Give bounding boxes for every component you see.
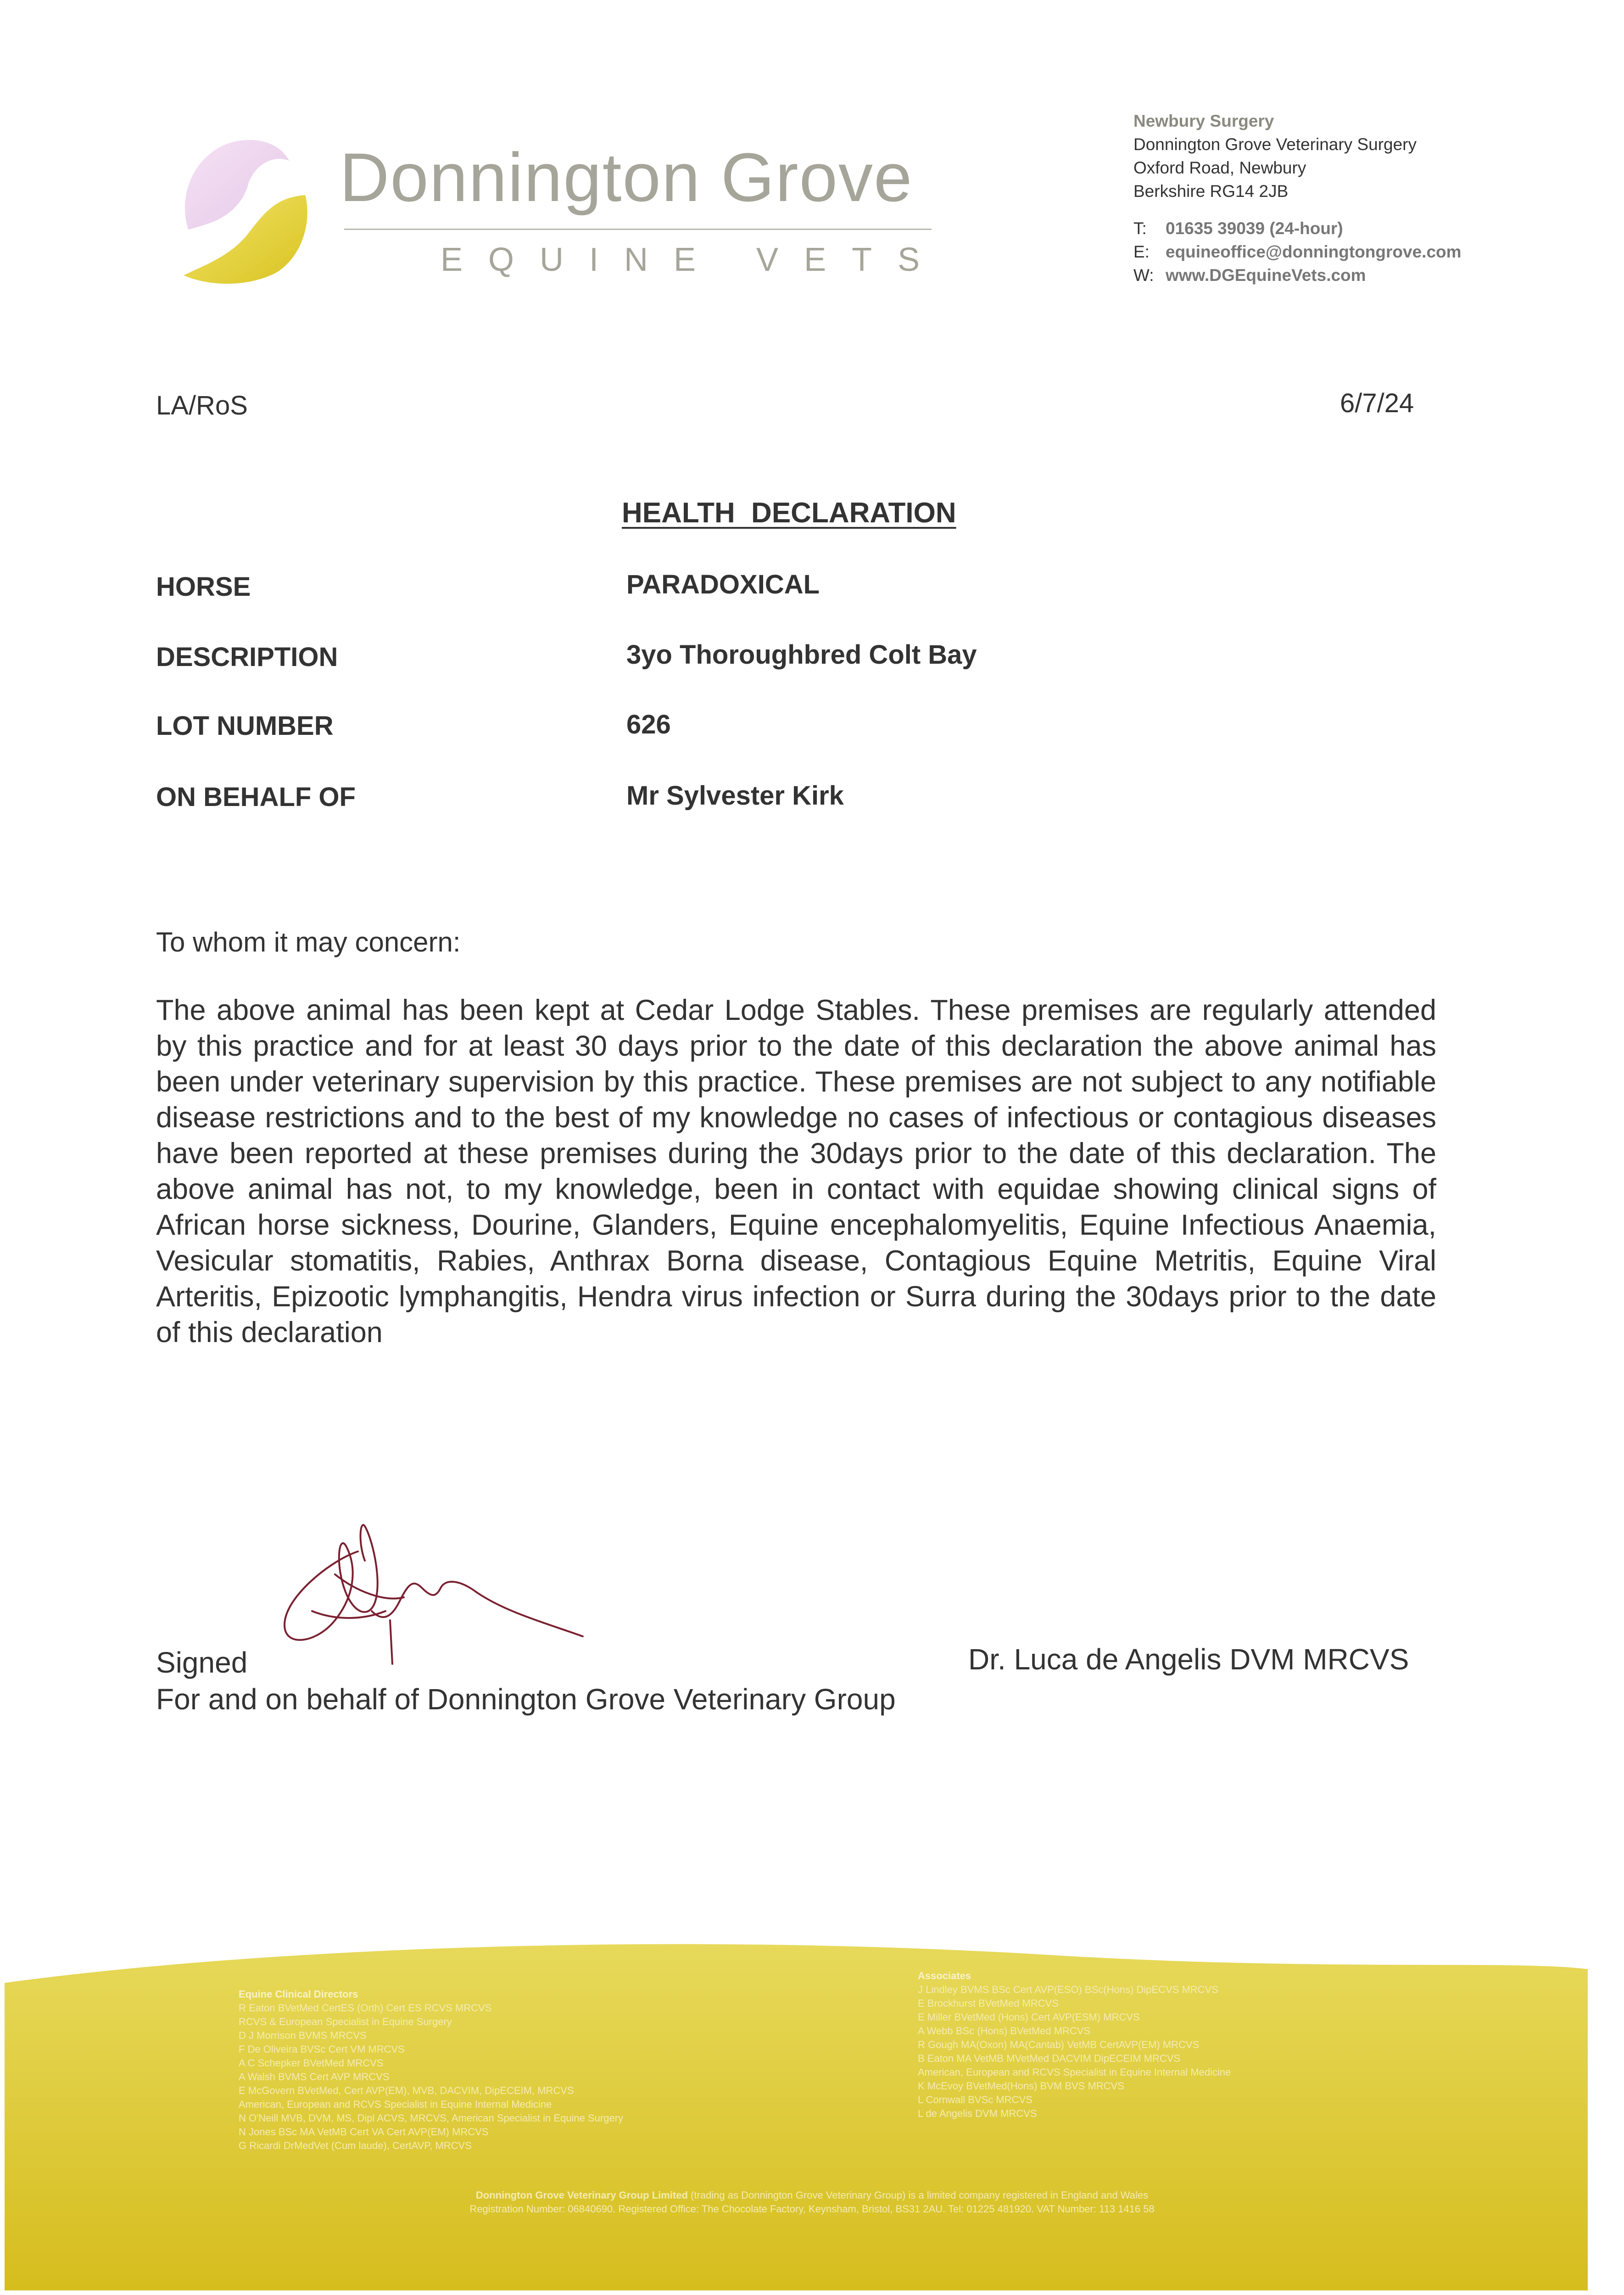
field-value-horse: PARADOXICAL — [626, 570, 820, 599]
address-line: Oxford Road, Newbury — [1133, 158, 1306, 177]
footer-director: RCVS & European Specialist in Equine Surgery — [239, 2016, 452, 2027]
field-value-description: 3yo Thoroughbred Colt Bay — [626, 640, 977, 670]
footer-associate: J Lindley BVMS BSc Cert AVP(ESO) BSc(Hons) DipECVS MRCVS — [918, 1984, 1218, 1995]
footer-director: N O'Neill MVB, DVM, MS, Dipl ACVS, MRCVS, American Specialist in Equine Surgery — [239, 2112, 624, 2124]
web-label: W: — [1133, 266, 1154, 285]
footer-director: D J Morrison BVMS MRCVS — [239, 2030, 367, 2041]
field-label-lot-number: LOT NUMBER — [156, 711, 334, 741]
footer-legal — [0, 2189, 1624, 2216]
email-label: E: — [1133, 242, 1150, 261]
field-value-lot-number: 626 — [626, 710, 671, 739]
reference: LA/RoS — [156, 391, 248, 420]
address-line: Berkshire RG14 2JB — [1133, 182, 1289, 201]
phone-label: T: — [1133, 219, 1147, 238]
footer-associate: L de Angelis DVM MRCVS — [918, 2108, 1037, 2119]
address-block — [1133, 109, 1462, 287]
phone-row — [1133, 217, 1462, 240]
brand-divider — [344, 229, 932, 230]
logo-mark-icon — [174, 129, 321, 294]
footer-associate: American, European and RCVS Specialist in Equine Internal Medicine — [918, 2066, 1231, 2078]
footer-director: F De Oliveira BVSc Cert VM MRCVS — [239, 2043, 405, 2055]
letter-date: 6/7/24 — [1340, 388, 1414, 418]
footer-associate: A Webb BSc (Hons) BVetMed MRCVS — [918, 2025, 1091, 2037]
surgery-name: Newbury Surgery — [1133, 112, 1274, 130]
signature-image — [266, 1483, 597, 1666]
footer-associate: E Miller BVetMed (Hons) Cert AVP(ESM) MRCVS — [918, 2011, 1140, 2023]
footer-company-text: (trading as Donnington Grove Veterinary Group) is a limited company registered in England and Wales — [691, 2189, 1149, 2201]
footer-directors — [239, 1987, 623, 2153]
footer-director: A Walsh BVMS Cert AVP MRCVS — [239, 2071, 390, 2082]
footer-associates-title: Associates — [918, 1970, 971, 1982]
footer-director: E McGovern BVetMed, Cert AVP(EM), MVB, DACVIM, DipECEIM, MRCVS — [239, 2085, 574, 2096]
field-value-on-behalf-of: Mr Sylvester Kirk — [626, 781, 844, 811]
footer-director: A C Schepker BVetMed MRCVS — [239, 2057, 384, 2069]
footer-associates — [918, 1969, 1231, 2121]
field-label-on-behalf-of: ON BEHALF OF — [156, 782, 356, 812]
footer-associate: R Gough MA(Oxon) MA(Cantab) VetMB CertAVP(EM) MRCVS — [918, 2039, 1200, 2050]
footer-associate: K McEvoy BVetMed(Hons) BVM BVS MRCVS — [918, 2080, 1124, 2092]
phone-number[interactable]: 01635 39039 (24-hour) — [1166, 219, 1343, 238]
footer-registration: Registration Number: 06840690. Registered Office: The Chocolate Factory, Keynsham, Bristol, BS31 2AU. Tel: 01225 481920. VAT Number: 113 1416 58 — [469, 2203, 1155, 2215]
footer-director: N Jones BSc MA VetMB Cert VA Cert AVP(EM) MRCVS — [239, 2126, 489, 2138]
declaration-body: The above animal has been kept at Cedar Lodge Stables. These premises are regularly attended by this practice and for at least 30 days prior to the date of this declaration the above animal has been under veterinary supervision by this practice. These premises are not subject to any notifiable disease restrictions and to the best of my knowledge no cases of infectious or contagious diseases have been reported at these premises during the 30days prior to the date of this declaration. The above animal has not, to my knowledge, been in contact with equidae showing clinical signs of African horse sickness, Dourine, Glanders, Equine encephalomyelitis, Equine Infectious Anaemia, Vesicular stomatitis, Rabies, Anthrax Borna disease, Contagious Equine Metritis, Equine Viral Arteritis, Epizootic lymphangitis, Hendra virus infection or Surra during the 30days prior to the date of this declaration — [156, 994, 1436, 1349]
email-row — [1133, 240, 1462, 263]
footer-director: R Eaton BVetMed CertES (Orth) Cert ES RCVS MRCVS — [239, 2002, 492, 2014]
footer-director: American, European and RCVS Specialist in Equine Internal Medicine — [239, 2099, 552, 2110]
footer-associate: B Eaton MA VetMB MVetMed DACVIM DipECEIM MRCVS — [918, 2053, 1181, 2064]
website-link[interactable]: www.DGEquineVets.com — [1166, 266, 1366, 285]
on-behalf-line: For and on behalf of Donnington Grove Veterinary Group — [156, 1683, 896, 1716]
brand-name: Donnington Grove — [340, 139, 913, 216]
brand-subtitle: EQUINE VETS — [441, 241, 946, 278]
salutation: To whom it may concern: — [156, 927, 461, 957]
address-line: Donnington Grove Veterinary Surgery — [1133, 135, 1417, 154]
footer-company-name: Donnington Grove Veterinary Group Limited — [475, 2189, 688, 2201]
footer-associate: L Cornwall BVSc MRCVS — [918, 2094, 1032, 2105]
footer-director: G Ricardi DrMedVet (Cum laude), CertAVP, MRCVS — [239, 2140, 472, 2151]
footer-directors-title: Equine Clinical Directors — [239, 1988, 358, 2000]
email-link[interactable]: equineoffice@donningtongrove.com — [1166, 242, 1462, 261]
web-row — [1133, 263, 1462, 287]
signer-name: Dr. Luca de Angelis DVM MRCVS — [968, 1643, 1409, 1676]
field-label-horse: HORSE — [156, 572, 251, 602]
signed-label: Signed — [156, 1646, 248, 1679]
document-heading: HEALTH DECLARATION — [622, 497, 956, 529]
footer-associate: E Brockhurst BVetMed MRCVS — [918, 1998, 1059, 2009]
field-label-description: DESCRIPTION — [156, 642, 338, 672]
